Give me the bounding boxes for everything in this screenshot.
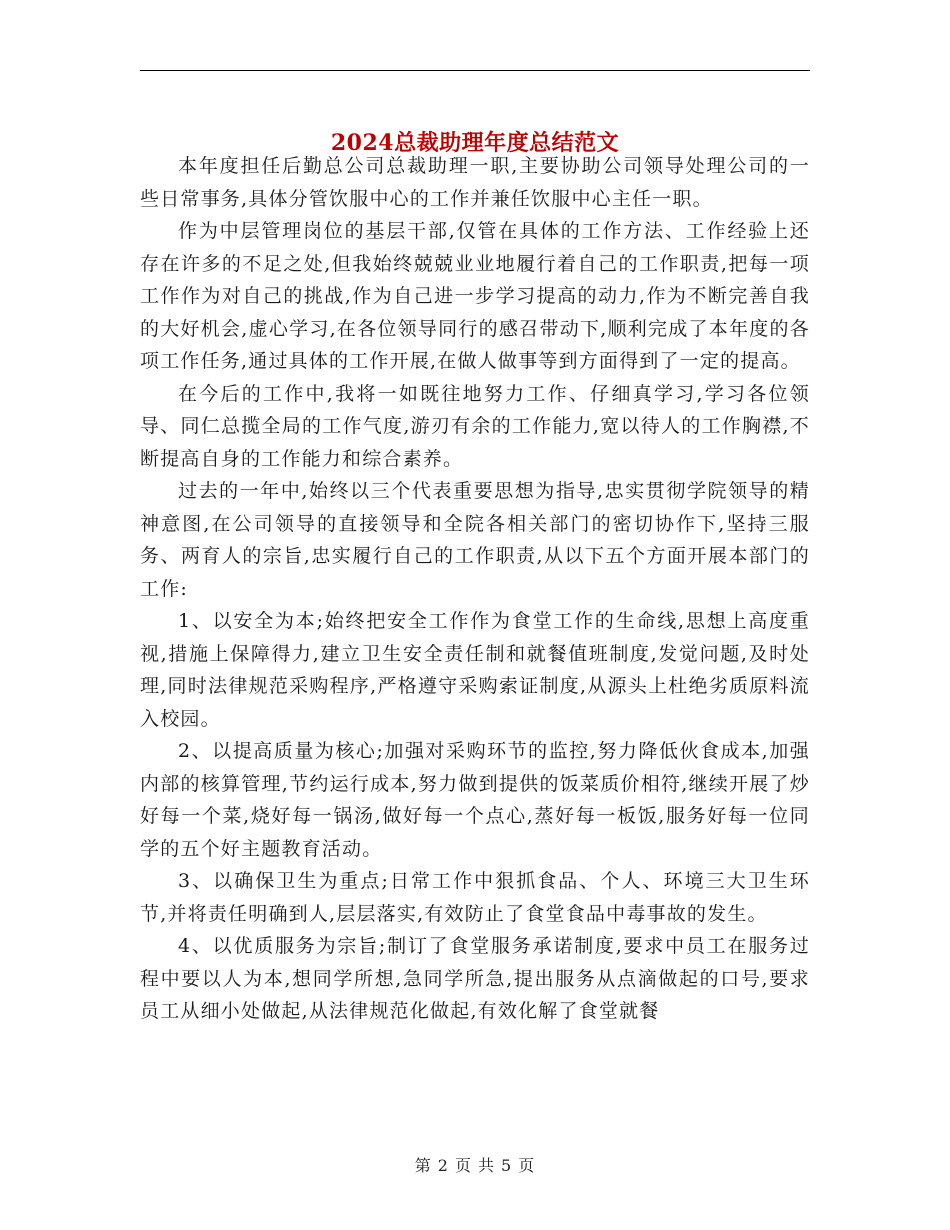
footer-prefix: 第 <box>414 1156 432 1175</box>
paragraph: 1、以安全为本;始终把安全工作作为食堂工作的生命线,思想上高度重视,措施上保障得力,建立卫生安全责任制和就餐值班制度,发觉问题,及时处理,同时法律规范采购程序,严格遵守采购索证制度,从源头上杜绝劣质原料流入校园。 <box>140 610 810 730</box>
footer-middle: 页 共 <box>454 1156 496 1175</box>
header-rule <box>140 70 810 71</box>
page-footer <box>0 1153 950 1176</box>
footer-current-page: 2 <box>437 1156 449 1175</box>
paragraph: 2、以提高质量为核心;加强对采购环节的监控,努力降低伙食成本,加强内部的核算管理,节约运行成本,努力做到提供的饭菜质价相符,继续开展了炒好每一个菜,烧好每一锅汤,做好每一个点心,蒸好每一板饭,服务好每一位同学的五个好主题教育活动。 <box>140 740 810 860</box>
document-body <box>140 150 810 1028</box>
footer-suffix: 页 <box>518 1156 536 1175</box>
footer-total-pages: 5 <box>501 1156 513 1175</box>
paragraph: 4、以优质服务为宗旨;制订了食堂服务承诺制度,要求中员工在服务过程中要以人为本,想同学所想,急同学所急,提出服务从点滴做起的口号,要求员工从细小处做起,从法律规范化做起,有效化解了食堂就餐 <box>140 935 810 1022</box>
paragraph: 在今后的工作中,我将一如既往地努力工作、仔细真学习,学习各位领导、同仁总揽全局的工作气度,游刃有余的工作能力,宽以待人的工作胸襟,不断提高自身的工作能力和综合素养。 <box>140 382 810 470</box>
paragraph: 本年度担任后勤总公司总裁助理一职,主要协助公司领导处理公司的一些日常事务,具体分管饮服中心的工作并兼任饮服中心主任一职。 <box>140 155 810 210</box>
paragraph: 3、以确保卫生为重点;日常工作中狠抓食品、个人、环境三大卫生环节,并将责任明确到人,层层落实,有效防止了食堂食品中毒事故的发生。 <box>140 870 810 925</box>
document-title: 2024总裁助理年度总结范文 <box>330 129 620 156</box>
paragraph: 作为中层管理岗位的基层干部,仅管在具体的工作方法、工作经验上还存在许多的不足之处,但我始终兢兢业业地履行着自己的工作职责,把每一项工作作为对自己的挑战,作为自己进一步学习提高的动力,作为不断完善自我的大好机会,虚心学习,在各位领导同行的感召带动下,顺利完成了本年度的各项工作任务,通过具体的工作开展,在做人做事等到方面得到了一定的提高。 <box>140 220 810 372</box>
paragraph: 过去的一年中,始终以三个代表重要思想为指导,忠实贯彻学院领导的精神意图,在公司领导的直接领导和全院各相关部门的密切协作下,坚持三服务、两育人的宗旨,忠实履行自己的工作职责,从以下五个方面开展本部门的工作: <box>140 480 810 600</box>
